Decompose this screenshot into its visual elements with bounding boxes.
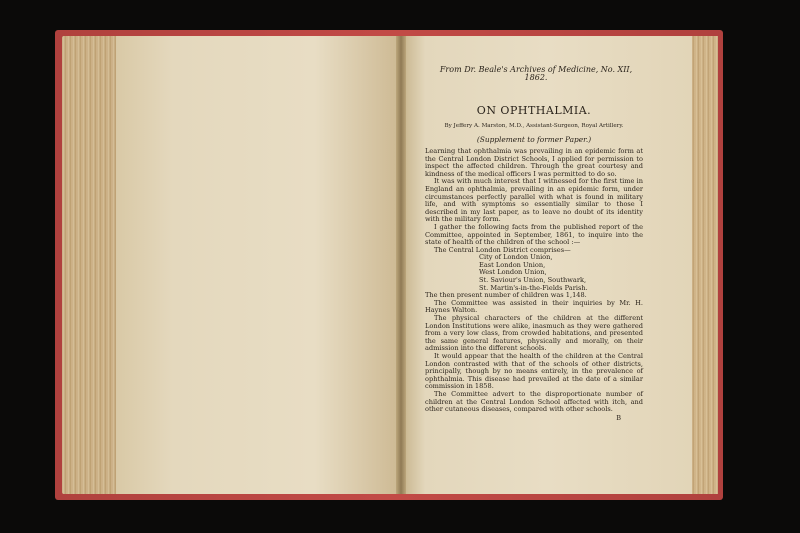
paragraph: Learning that ophthalmia was prevailing in an epidemic form at the Central London District Schools, I applied for permission to inspect the affected children. Through the great courtesy and kindness of the medical officers I was permitted to do so. <box>425 146 643 178</box>
paragraph: The Committee was assisted in their inquiries by Mr. H. Haynes Walton. <box>425 298 643 315</box>
paragraph: The physical characters of the children at the different London Institutions were alike, inasmuch as they were gathered from a very low class, from crowded habitations, and presented the same general features, physically and morally, on their admission into the different schools. <box>425 314 643 353</box>
paragraph: It would appear that the health of the children at the Central London contrasted with that of the schools of other districts, principally, though by no means entirely, in the prevalence of ophthalmia. This disease had prevailed at the date of a similar commission in 1858. <box>425 352 643 391</box>
list-item: City of London Union, <box>479 253 553 262</box>
paragraph: The Committee advert to the disproportionate number of children at the Central London School affected with itch, and other cutaneous diseases, compared with other schools. <box>425 389 643 414</box>
signature-mark: B <box>616 413 621 422</box>
paragraph: The then present number of children was 1,148. <box>425 291 587 300</box>
list-item: St. Saviour's Union, Southwark, <box>479 276 587 285</box>
article-title: ON OPHTHALMIA. <box>476 104 592 118</box>
supplement-note: (Supplement to former Paper.) <box>476 135 592 145</box>
list-item: West London Union, <box>479 268 547 277</box>
book-gutter <box>396 36 406 494</box>
page-edges-right <box>690 36 718 494</box>
paragraph: The Central London District comprises— <box>434 245 571 254</box>
byline: By Jeffery A. Marston, M.D., Assistant-Surgeon, Royal Artillery. <box>444 122 624 129</box>
paragraph: It was with much interest that I witnessed for the first time in England an ophthalmia, prevailing in an epidemic form, under circumstances perfectly parallel with what is found in military life, and with symptoms so essentially similar to those I described in my last paper, as to leave no doubt of its identity with the military form. <box>425 177 643 224</box>
list-item: St. Martin's-in-the-Fields Parish. <box>479 283 588 292</box>
district-list <box>425 254 643 292</box>
blank-left-page <box>116 36 400 494</box>
paragraph: I gather the following facts from the published report of the Committee, appointed in September, 1861, to inquire into the state of health of the children of the school :— <box>425 222 643 247</box>
running-head: From Dr. Beale's Archives of Medicine, No. XII, 1862. <box>439 65 633 82</box>
page-edges-left <box>62 36 120 494</box>
page-text <box>425 66 643 422</box>
list-item: East London Union, <box>479 260 546 269</box>
